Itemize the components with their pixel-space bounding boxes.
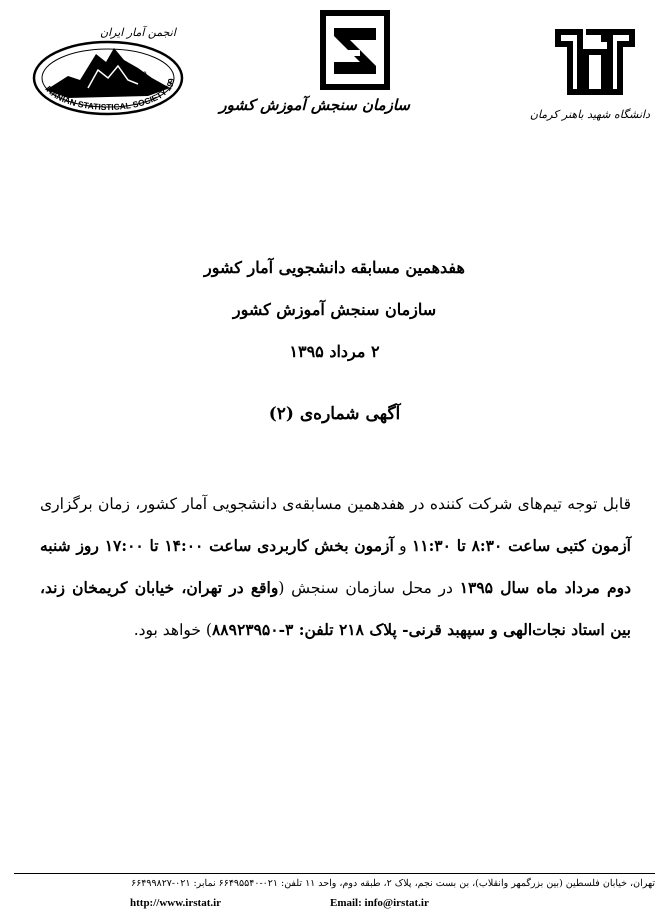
notice-number: آگهی شماره‌ی (۲)	[268, 404, 401, 424]
footer-website-link[interactable]: http://www.irstat.ir	[130, 897, 222, 909]
body-text-part: قابل توجه تیم‌های شرکت کننده در هفدهمین مسابقه‌ی دانشجویی آمار کشور، زمان برگزاری	[40, 495, 631, 513]
exam-location: واقع در تهران، خیابان کریمخان زند، بین استاد نجات‌الهی و سپهبد قرنی- پلاک ۲۱۸ تلفن: ۳-۸۸۹۲۳۹۵۰	[40, 578, 631, 639]
footer-email[interactable]: Email: info@irstat.ir	[330, 897, 429, 909]
footer-address: تهران، خیابان فلسطین (بین بزرگمهر وانقلاب)، بن بست نجم، پلاک ۲، طبقه دوم، واحد ۱۱ تلفن: ۰۲۱-۶۶۴۹۵۵۴۰ نمابر: ۰۲۱-۶۶۴۹۹۸۲۷	[131, 878, 655, 889]
written-exam-time: آزمون کتبی ساعت ۸:۳۰ تا ۱۱:۳۰	[411, 536, 631, 555]
sanjesh-logo-caption: سازمان سنجش آموزش کشور	[219, 96, 410, 114]
iranian-statistical-society-logo	[28, 18, 188, 128]
kerman-logo-caption: دانشگاه شهید باهنر کرمان	[529, 108, 650, 121]
organization-name: سازمان سنجش آموزش کشور	[232, 300, 437, 319]
sanjesh-organization-logo	[219, 10, 410, 150]
announcement-body	[40, 484, 631, 651]
svg-text:انجمن آمار ایران: انجمن آمار ایران	[100, 26, 176, 39]
event-date: ۲ مرداد ۱۳۹۵	[289, 342, 380, 361]
applied-exam-time: آزمون بخش کاربردی ساعت ۱۴:۰۰ تا ۱۷:۰۰ روز شنبه دوم مرداد ماه سال ۱۳۹۵	[40, 536, 631, 597]
body-text-part: در محل سازمان سنجش (	[278, 579, 460, 597]
body-text-part: ) خواهد بود.	[133, 621, 212, 639]
mountain-emblem-icon	[28, 18, 188, 128]
sanjesh-emblem-icon	[320, 10, 390, 90]
svg-text:IRANIAN STATISTICAL SOCIETY 19: IRANIAN STATISTICAL SOCIETY 199	[43, 78, 177, 113]
kerman-university-emblem-icon	[550, 22, 640, 102]
competition-title: هفدهمین مسابقه دانشجویی آمار کشور	[204, 258, 465, 277]
shahid-bahonar-kerman-logo	[529, 22, 650, 137]
svg-text:۱۳۶۹: ۱۳۶۹	[132, 70, 148, 78]
body-text-part: و	[393, 537, 412, 555]
footer-divider	[14, 873, 655, 874]
